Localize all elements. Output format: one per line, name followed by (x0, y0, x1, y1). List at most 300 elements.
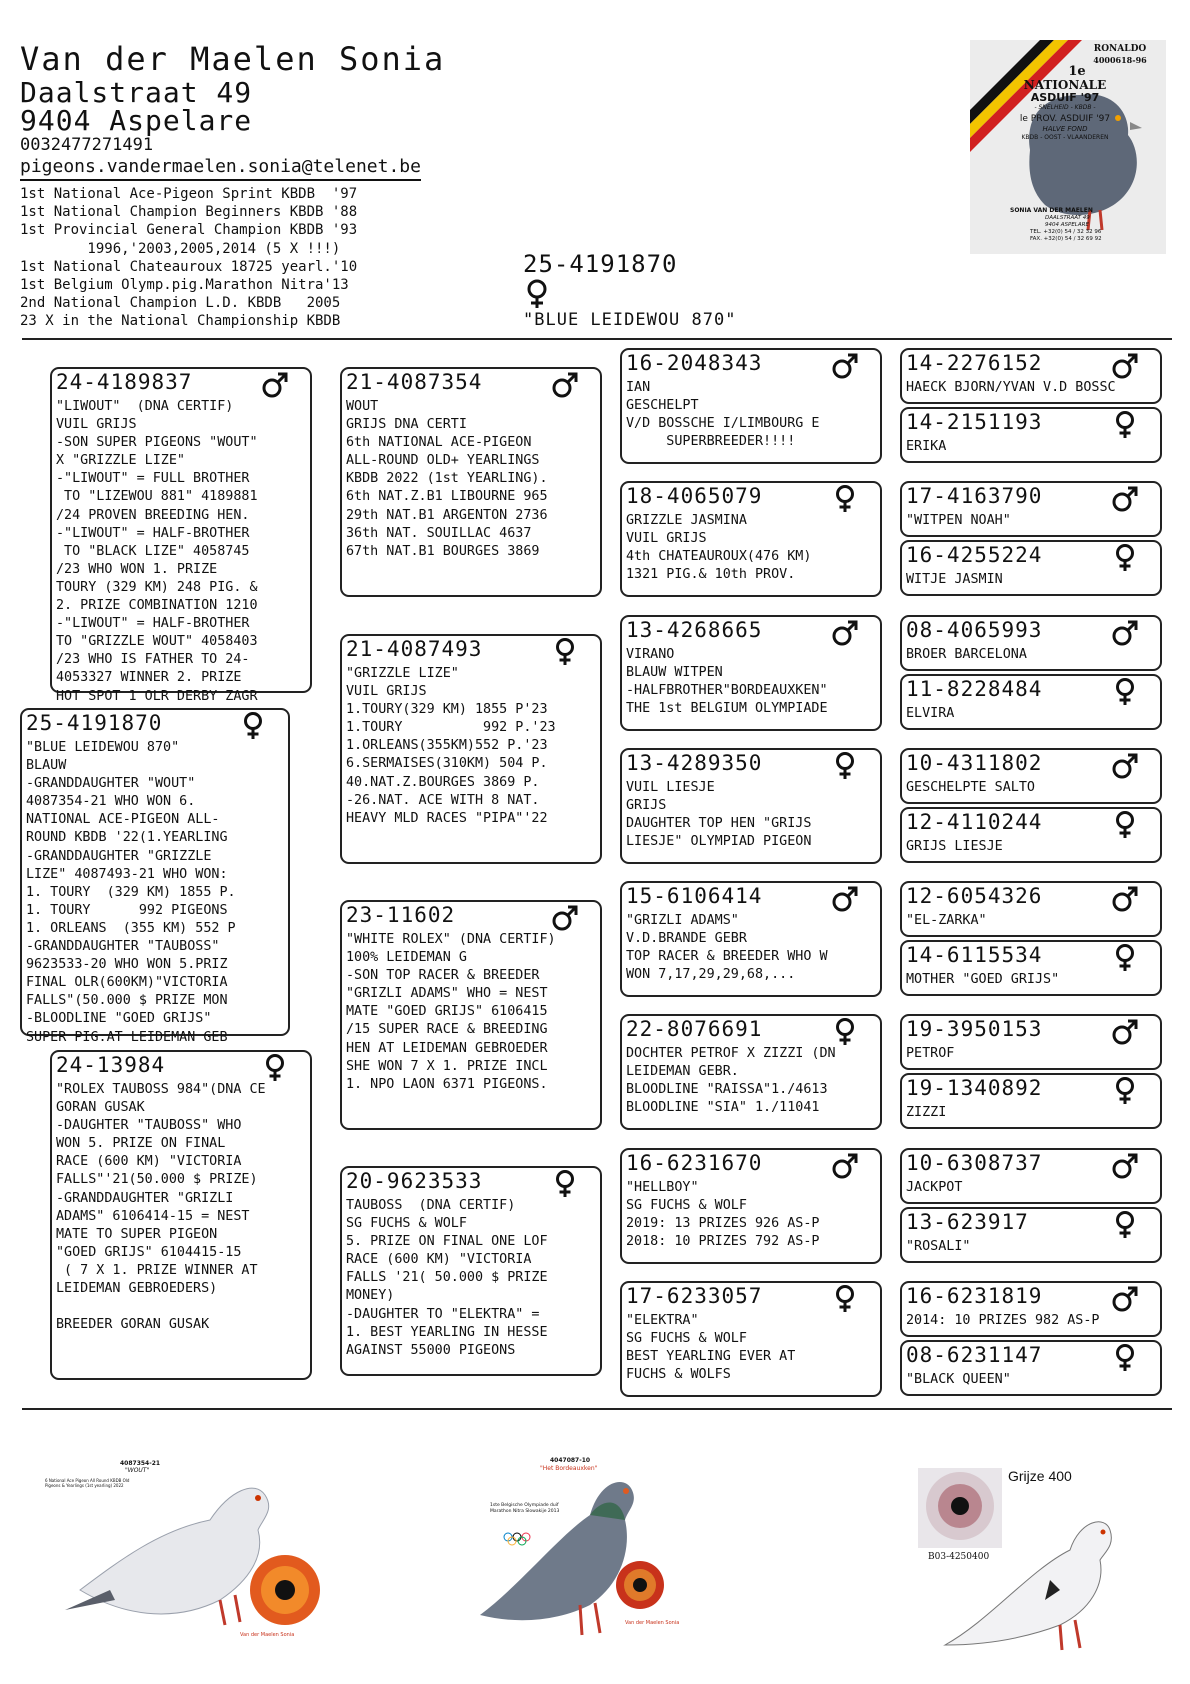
detail-line: TO "LIZEWOU 881" 4189881 (56, 489, 258, 505)
dss-card (620, 881, 882, 997)
ring-number: 13-623917 (906, 1210, 1029, 1234)
male-symbol-icon (1112, 1018, 1138, 1046)
detail-line: 67th NAT.B1 BOURGES 3869 (346, 543, 540, 559)
detail-line: TO "BLACK LIZE" 4058745 (56, 543, 250, 559)
card-details (626, 512, 811, 584)
card-details (906, 1045, 954, 1063)
subject-card (20, 708, 290, 1045)
photo-wout-caption: 6 National Ace Pigeon All Round KBDB Old Pigeons & Yearlings (1st yearling) 2022 (45, 1478, 130, 1488)
detail-line: VUIL GRIJS (56, 417, 137, 433)
card-details (346, 931, 556, 1094)
photo-wout (40, 1460, 330, 1655)
detail-line: 2018: 10 PRIZES 792 AS-P (626, 1234, 820, 1250)
detail-line: ROUND KBDB '22(1.YEARLING (26, 830, 228, 846)
card-details (626, 1179, 819, 1251)
breeder-phone: 0032477271491 (20, 135, 154, 155)
detail-line: 1. TOURY 992 PIGEONS (26, 902, 228, 918)
ring-number: 24-13984 (56, 1053, 166, 1077)
detail-line: 1321 PIG.& 10th PROV. (626, 567, 796, 583)
ddd-card (620, 1281, 882, 1397)
detail-line: /23 WHO IS FATHER TO 24- (56, 652, 250, 668)
detail-line: WITJE JASMIN (906, 572, 1003, 587)
detail-line: IAN (626, 380, 651, 395)
detail-line: "GRIZZLE LIZE" (346, 666, 459, 681)
top-divider (22, 338, 1172, 340)
sss-card (620, 348, 882, 464)
detail-line: ( 7 X 1. PRIZE WINNER AT (56, 1262, 258, 1278)
detail-line: ADAMS" 6106414-15 = NEST (56, 1208, 250, 1224)
female-symbol-icon (832, 1018, 858, 1046)
female-symbol-icon (523, 279, 551, 309)
card-details (906, 912, 987, 930)
ronaldo-poster (970, 40, 1166, 254)
detail-line: HEAVY MLD RACES "PIPA"'22 (346, 810, 548, 826)
ring-number: 19-1340892 (906, 1076, 1043, 1100)
detail-line: HAECK BJORN/YVAN V.D BOSSC (906, 380, 1116, 395)
female-symbol-icon (262, 1054, 288, 1082)
breeder-street: Daalstraat 49 (20, 76, 253, 109)
poster-l3: ASDUIF '97 (1030, 91, 1100, 104)
card-details (26, 739, 236, 1047)
detail-line: FALLS '21( 50.000 $ PRIZE (346, 1270, 548, 1286)
detail-line: -GRANDDAUGHTER "TAUBOSS" (26, 939, 220, 955)
ssd-card (620, 481, 882, 597)
dam-card (50, 1050, 312, 1380)
gg-card-11 (900, 1014, 1162, 1070)
breeder-name: Van der Maelen Sonia (20, 40, 446, 78)
detail-line: "ROSALI" (906, 1239, 971, 1254)
gg-card-12 (900, 1073, 1162, 1129)
gg-card-1 (900, 348, 1162, 404)
card-details (906, 646, 1027, 664)
ring-number: 10-6308737 (906, 1151, 1043, 1175)
gg-card-8 (900, 807, 1162, 863)
male-symbol-icon (552, 904, 578, 932)
gg-card-2 (900, 407, 1162, 463)
detail-line: 5. PRIZE ON FINAL ONE LOF (346, 1234, 548, 1250)
ring-number: 11-8228484 (906, 677, 1043, 701)
detail-line: SG FUCHS & WOLF (626, 1198, 747, 1214)
detail-line: LEIDEMAN GEBROEDERS) (56, 1281, 218, 1297)
dam-dam-card (340, 1166, 602, 1376)
detail-line: BROER BARCELONA (906, 647, 1027, 662)
honor-line: 1996,'2003,2005,2014 (5 X !!!) (20, 240, 341, 257)
male-symbol-icon (1112, 485, 1138, 513)
photo-wout-name: "WOUT" (125, 1467, 150, 1474)
main-bird-ring: 25-4191870 (523, 250, 678, 278)
detail-line: X "GRIZZLE LIZE" (56, 453, 185, 469)
detail-line: "GRIZLI ADAMS" WHO = NEST (346, 986, 548, 1002)
sds-card (620, 615, 882, 731)
detail-line: -SON SUPER PIGEONS "WOUT" (56, 435, 258, 451)
photo-wout-ring: 4087354-21 (120, 1460, 161, 1467)
detail-line: HOT SPOT 1 OLR DERBY ZAGR (56, 688, 258, 704)
male-symbol-icon (832, 352, 858, 380)
detail-line: MATE "GOED GRIJS" 6106415 (346, 1004, 548, 1020)
detail-line: THE 1st BELGIUM OLYMPIADE (626, 701, 828, 717)
detail-line: -GRANDDAUGHTER "WOUT" (26, 776, 196, 792)
detail-line: 4087354-21 WHO WON 6. (26, 794, 196, 810)
poster-l5: le PROV. ASDUIF '97 (1019, 114, 1111, 124)
card-details (56, 1081, 266, 1334)
ring-number: 12-4110244 (906, 810, 1043, 834)
card-details (906, 971, 1059, 989)
detail-line: "BLACK QUEEN" (906, 1372, 1011, 1387)
detail-line: SG FUCHS & WOLF (626, 1331, 747, 1347)
photo-bx-caption: 1ste Belgische Olympiade duif Marathon Nitra Slowakije 2013 (490, 1503, 560, 1514)
male-symbol-icon (832, 619, 858, 647)
detail-line: 2019: 13 PRIZES 926 AS-P (626, 1216, 820, 1232)
card-details (626, 1312, 795, 1384)
gg-card-13 (900, 1148, 1162, 1204)
card-details (906, 1371, 1011, 1389)
ring-number: 16-2048343 (626, 351, 763, 375)
detail-line: 9623533-20 WHO WON 5.PRIZ (26, 957, 228, 973)
female-symbol-icon (1112, 944, 1138, 972)
detail-line: "WHITE ROLEX" (DNA CERTIF) (346, 932, 556, 947)
honor-line: 1st National Chateauroux 18725 yearl.'10 (20, 258, 358, 275)
detail-line: 1.ORLEANS(355KM)552 P.'23 (346, 738, 548, 754)
detail-line: ERIKA (906, 439, 947, 454)
male-symbol-icon (1112, 885, 1138, 913)
poster-a1: SONIA VAN DER MAELEN (1010, 207, 1093, 214)
detail-line: BLOODLINE "RAISSA"1./4613 (626, 1082, 828, 1098)
dam-sire-card (340, 900, 602, 1130)
card-details (906, 838, 1003, 856)
detail-line: -DAUGHTER TO "ELEKTRA" = (346, 1306, 540, 1322)
detail-line: FINAL OLR(600KM)"VICTORIA (26, 975, 228, 991)
detail-line: SG FUCHS & WOLF (346, 1216, 467, 1232)
sdd-card (620, 748, 882, 864)
ring-number: 21-4087354 (346, 370, 483, 394)
ring-number: 12-6054326 (906, 884, 1043, 908)
honor-line: 2nd National Champion L.D. KBDB 2005 (20, 295, 341, 312)
male-symbol-icon (262, 371, 288, 399)
detail-line: "BLUE LEIDEWOU 870" (26, 740, 180, 755)
detail-line: 1.TOURY 992 P.'23 (346, 720, 556, 736)
card-details (906, 1238, 971, 1256)
honors-list (20, 185, 357, 331)
ring-number: 08-6231147 (906, 1343, 1043, 1367)
detail-line: TAUBOSS (DNA CERTIF) (346, 1198, 516, 1213)
ring-number: 22-8076691 (626, 1017, 763, 1041)
poster-a3: 9404 ASPELARE (1045, 222, 1089, 228)
male-symbol-icon (832, 1152, 858, 1180)
card-details (626, 379, 819, 451)
dsd-card (620, 1014, 882, 1130)
detail-line: -26.NAT. ACE WITH 8 NAT. (346, 792, 540, 808)
card-details (906, 512, 1011, 530)
poster-l1: 1e (1068, 64, 1086, 79)
ring-number: 23-11602 (346, 903, 456, 927)
detail-line: RACE (600 KM) "VICTORIA (56, 1154, 242, 1170)
male-symbol-icon (1112, 1152, 1138, 1180)
poster-ring: 4000618-96 (1093, 55, 1147, 65)
breeder-city: 9404 Aspelare (20, 104, 253, 137)
detail-line: MONEY) (346, 1288, 395, 1304)
gg-card-9 (900, 881, 1162, 937)
female-symbol-icon (1112, 1344, 1138, 1372)
card-details (906, 705, 954, 723)
ring-number: 19-3950153 (906, 1017, 1043, 1041)
card-details (56, 398, 258, 706)
detail-line: HEN AT LEIDEMAN GEBROEDER (346, 1040, 548, 1056)
photo-bx-name: "Het Bordeauxken" (540, 1465, 598, 1472)
male-symbol-icon (1112, 352, 1138, 380)
card-details (906, 379, 1116, 397)
poster-l2: NATIONALE (1023, 78, 1107, 92)
ring-number: 13-4268665 (626, 618, 763, 642)
detail-line: 6.SERMAISES(310KM) 504 P. (346, 756, 548, 772)
detail-line: KBDB 2022 (1st YEARLING). (346, 471, 548, 487)
detail-line: ELVIRA (906, 706, 955, 721)
detail-line: DOCHTER PETROF X ZIZZI (DN (626, 1046, 836, 1061)
female-symbol-icon (1112, 1077, 1138, 1105)
male-symbol-icon (832, 885, 858, 913)
detail-line: GESCHELPTE SALTO (906, 780, 1035, 795)
detail-line: -GRANDDAUGHTER "GRIZLI (56, 1190, 234, 1206)
poster-a5: FAX. +32(0) 54 / 32 69 92 (1030, 236, 1102, 242)
ring-number: 08-4065993 (906, 618, 1043, 642)
bottom-divider (22, 1408, 1172, 1410)
detail-line: -"LIWOUT" = FULL BROTHER (56, 471, 250, 487)
photo-grijze-400 (910, 1460, 1160, 1655)
ring-number: 18-4065079 (626, 484, 763, 508)
male-symbol-icon (552, 371, 578, 399)
detail-line: FALLS"'21(50.000 $ PRIZE) (56, 1172, 258, 1188)
honor-line: 1st National Champion Beginners KBDB '88 (20, 204, 358, 221)
male-symbol-icon (1112, 1285, 1138, 1313)
female-symbol-icon (832, 1285, 858, 1313)
gg-card-16 (900, 1340, 1162, 1396)
female-symbol-icon (1112, 411, 1138, 439)
poster-l7: KBDB - OOST - VLAANDEREN (1021, 134, 1109, 141)
detail-line: GESCHELPT (626, 398, 699, 414)
photo-bordeauxken (460, 1455, 740, 1655)
detail-line: GORAN GUSAK (56, 1100, 145, 1116)
detail-line: MATE TO SUPER PIGEON (56, 1226, 218, 1242)
detail-line: -"LIWOUT" = HALF-BROTHER (56, 616, 250, 632)
detail-line: V.D.BRANDE GEBR (626, 931, 747, 947)
detail-line: PETROF (906, 1046, 955, 1061)
ring-number: 17-6233057 (626, 1284, 763, 1308)
card-details (906, 1104, 946, 1122)
ring-number: 16-6231819 (906, 1284, 1043, 1308)
ring-number: 17-4163790 (906, 484, 1043, 508)
male-symbol-icon (1112, 619, 1138, 647)
gg-card-4 (900, 540, 1162, 596)
ring-number: 13-4289350 (626, 751, 763, 775)
main-bird-name: "BLUE LEIDEWOU 870" (523, 310, 737, 330)
card-details (906, 779, 1035, 797)
card-details (346, 398, 548, 561)
detail-line: 4th CHATEAUROUX(476 KM) (626, 549, 812, 565)
gg-card-6 (900, 674, 1162, 730)
detail-line (56, 1298, 266, 1316)
detail-line: WON 5. PRIZE ON FINAL (56, 1136, 226, 1152)
honor-line: 1st Belgium Olymp.pig.Marathon Nitra'13 (20, 277, 349, 294)
poster-a4: TEL. +32(0) 54 / 32 32 96 (1030, 229, 1102, 235)
gg-card-7 (900, 748, 1162, 804)
ring-number: 15-6106414 (626, 884, 763, 908)
detail-line: NATIONAL ACE-PIGEON ALL- (26, 812, 220, 828)
breeder-email[interactable]: pigeons.vandermaelen.sonia@telenet.be (20, 156, 421, 181)
photo-wout-footer: Van der Maelen Sonia (240, 1632, 295, 1638)
honor-line: 1st Provincial General Champion KBDB '93 (20, 222, 358, 239)
ring-number: 25-4191870 (26, 711, 163, 735)
detail-line: "LIWOUT" (DNA CERTIF) (56, 399, 234, 414)
detail-line: TO "GRIZZLE WOUT" 4058403 (56, 634, 258, 650)
detail-line: FUCHS & WOLFS (626, 1367, 731, 1383)
detail-line: TOURY (329 KM) 248 PIG. & (56, 579, 258, 595)
detail-line: LIZE" 4087493-21 WHO WON: (26, 866, 228, 882)
detail-line: "WITPEN NOAH" (906, 513, 1011, 528)
photo-grijze-ring: B03-4250400 (928, 1552, 990, 1562)
photo-grijze-label: Grijze 400 (1008, 1468, 1072, 1484)
ring-number: 16-6231670 (626, 1151, 763, 1175)
detail-line: -GRANDDAUGHTER "GRIZZLE (26, 848, 212, 864)
detail-line: 4053327 WINNER 2. PRIZE (56, 670, 242, 686)
detail-line: "EL-ZARKA" (906, 913, 987, 928)
ring-number: 24-4189837 (56, 370, 193, 394)
detail-line: -HALFBROTHER"BORDEAUXKEN" (626, 683, 828, 699)
female-symbol-icon (552, 1170, 578, 1198)
detail-line: 29th NAT.B1 ARGENTON 2736 (346, 507, 548, 523)
male-symbol-icon (1112, 752, 1138, 780)
card-details (346, 665, 556, 828)
detail-line: WON 7,17,29,29,68,... (626, 967, 796, 983)
poster-l4: - SNELHEID - KBDB - (1034, 104, 1096, 111)
detail-line: 2. PRIZE COMBINATION 1210 (56, 598, 258, 614)
detail-line: ZIZZI (906, 1105, 947, 1120)
detail-line: BLAUW (26, 758, 67, 774)
sire-sire-card (340, 367, 602, 597)
female-symbol-icon (832, 485, 858, 513)
gg-card-3 (900, 481, 1162, 537)
card-details (626, 912, 828, 984)
detail-line: 1. NPO LAON 6371 PIGEONS. (346, 1076, 548, 1092)
detail-line: JACKPOT (906, 1180, 963, 1195)
female-symbol-icon (1112, 1211, 1138, 1239)
card-details (626, 1045, 836, 1117)
detail-line: -SON TOP RACER & BREEDER (346, 968, 540, 984)
detail-line: BLAUW WITPEN (626, 665, 723, 681)
detail-line: "ELEKTRA" (626, 1313, 699, 1328)
detail-line: 2014: 10 PRIZES 982 AS-P (906, 1313, 1100, 1328)
photo-bx-footer: Van der Maelen Sonia (625, 1620, 680, 1626)
gg-card-14 (900, 1207, 1162, 1263)
detail-line: GRIJS DNA CERTI (346, 417, 467, 433)
ring-number: 20-9623533 (346, 1169, 483, 1193)
female-symbol-icon (240, 712, 266, 740)
detail-line: AGAINST 55000 PIGEONS (346, 1342, 516, 1358)
detail-line: SHE WON 7 X 1. PRIZE INCL (346, 1058, 548, 1074)
detail-line: SUPER PIG.AT LEIDEMAN GEB (26, 1029, 228, 1045)
card-details (906, 1179, 962, 1197)
card-details (626, 779, 811, 851)
poster-title: RONALDO (1093, 44, 1147, 54)
dds-card (620, 1148, 882, 1264)
honor-line: 23 X in the National Championship KBDB (20, 313, 341, 330)
gg-card-15 (900, 1281, 1162, 1337)
detail-line: MOTHER "GOED GRIJS" (906, 972, 1060, 987)
detail-line: LEIDEMAN GEBR. (626, 1064, 739, 1080)
ring-number: 21-4087493 (346, 637, 483, 661)
bordeauxken-pigeon-image (460, 1455, 740, 1655)
detail-line: V/D BOSSCHE I/LIMBOURG E (626, 416, 820, 432)
detail-line: RACE (600 KM) "VICTORIA (346, 1252, 532, 1268)
detail-line: -BLOODLINE "GOED GRIJS" (26, 1011, 212, 1027)
female-symbol-icon (552, 638, 578, 666)
detail-line: 1. TOURY (329 KM) 1855 P. (26, 884, 236, 900)
detail-line: SUPERBREEDER!!!! (626, 434, 796, 450)
card-details (626, 646, 828, 718)
card-details (906, 571, 1003, 589)
honor-line: 1st National Ace-Pigeon Sprint KBDB '97 (20, 186, 358, 202)
photo-bx-ring: 4047087-10 (550, 1457, 591, 1464)
wout-pigeon-image (40, 1460, 330, 1655)
detail-line: VUIL LIESJE (626, 780, 715, 795)
female-symbol-icon (1112, 811, 1138, 839)
detail-line: 36th NAT. SOUILLAC 4637 (346, 525, 532, 541)
detail-line: 6th NATIONAL ACE-PIGEON (346, 435, 532, 451)
detail-line: "HELLBOY" (626, 1180, 699, 1195)
detail-line: GRIJS LIESJE (906, 839, 1003, 854)
detail-line: VUIL GRIJS (626, 531, 707, 547)
detail-line: 100% LEIDEMAN G (346, 950, 467, 966)
detail-line: "ROLEX TAUBOSS 984"(DNA CE (56, 1082, 266, 1097)
gg-card-10 (900, 940, 1162, 996)
detail-line: -DAUGHTER "TAUBOSS" WHO (56, 1118, 242, 1134)
detail-line: GRIZZLE JASMINA (626, 513, 747, 528)
female-symbol-icon (1112, 678, 1138, 706)
poster-l6: HALVE FOND (1042, 125, 1088, 133)
ring-number: 10-4311802 (906, 751, 1043, 775)
card-details (906, 438, 946, 456)
ring-number: 14-2276152 (906, 351, 1043, 375)
detail-line: GRIJS (626, 798, 667, 814)
detail-line: VIRANO (626, 647, 675, 662)
detail-line: FALLS"(50.000 $ PRIZE MON (26, 993, 228, 1009)
detail-line: 1.TOURY(329 KM) 1855 P'23 (346, 702, 548, 718)
sire-dam-card (340, 634, 602, 864)
ring-number: 16-4255224 (906, 543, 1043, 567)
detail-line: TOP RACER & BREEDER WHO W (626, 949, 828, 965)
card-details (906, 1312, 1099, 1330)
detail-line: 40.NAT.Z.BOURGES 3869 P. (346, 774, 540, 790)
detail-line: WOUT (346, 399, 379, 414)
female-symbol-icon (1112, 544, 1138, 572)
detail-line: /24 PROVEN BREEDING HEN. (56, 507, 250, 523)
detail-line: DAUGHTER TOP HEN "GRIJS (626, 816, 812, 832)
detail-line: "GRIZLI ADAMS" (626, 913, 739, 928)
card-details (346, 1197, 548, 1360)
detail-line: LIESJE" OLYMPIAD PIGEON (626, 834, 812, 850)
ring-number: 14-6115534 (906, 943, 1043, 967)
detail-line: "GOED GRIJS" 6104415-15 (56, 1244, 242, 1260)
detail-line: VUIL GRIJS (346, 684, 427, 700)
detail-line: 1. ORLEANS (355 KM) 552 P (26, 920, 236, 936)
ring-number: 14-2151193 (906, 410, 1043, 434)
detail-line: BEST YEARLING EVER AT (626, 1349, 796, 1365)
poster-a2: DAALSTRAAT 49 (1045, 215, 1090, 221)
sire-card (50, 367, 312, 704)
detail-line: /15 SUPER RACE & BREEDING (346, 1022, 548, 1038)
detail-line: /23 WHO WON 1. PRIZE (56, 561, 218, 577)
detail-line: 6th NAT.Z.B1 LIBOURNE 965 (346, 489, 548, 505)
detail-line: 1. BEST YEARLING IN HESSE (346, 1324, 548, 1340)
detail-line: ALL-ROUND OLD+ YEARLINGS (346, 453, 540, 469)
